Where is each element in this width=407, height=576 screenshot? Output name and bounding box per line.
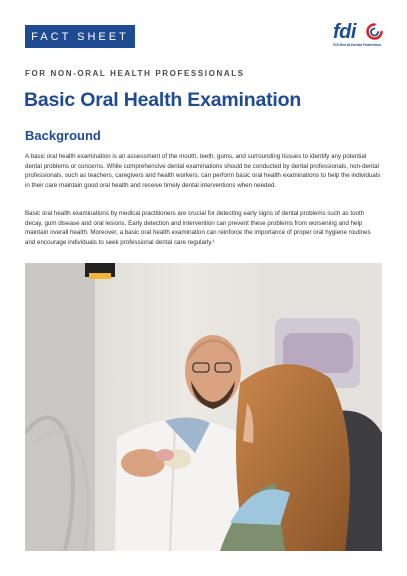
logo-subtitle: FDI World Dental Federation <box>333 43 382 47</box>
page-title: Basic Oral Health Examination <box>24 89 302 111</box>
photo-illustration <box>25 263 382 551</box>
paragraph-2: Basic oral health examinations by medical practitioners are crucial for detecting early signs of dental problems such as tooth decay, gum disease and oral lesions. Early detection and intervention can prevent these problems from worsening and help maintain overall health. Moreover, a basic oral health examination can reinforce the importance of proper oral hygiene routines and encourage individuals to seek professional dental care regularly.¹ <box>25 210 371 246</box>
section-heading-background: Background <box>25 128 101 143</box>
logo-wordmark: fdi <box>333 21 356 43</box>
fdi-logo-mark-icon <box>366 23 383 42</box>
paragraph-1: A basic oral health examination is an assessment of the mouth, teeth, gums, and surrounding tissues to identify any potential dental problems or concerns. While comprehensive dental examinations should be conducted by dental professionals, non-dental professionals, such as teachers, caregivers and health workers, can perform basic oral health examinations to help the individuals in their care maintain good oral health and receive timely dental interventions when needed. <box>25 153 381 189</box>
audience-kicker: FOR NON-ORAL HEALTH PROFESSIONALS <box>25 69 245 78</box>
fdi-logo <box>333 21 385 51</box>
fact-sheet-tag: FACT SHEET <box>25 25 135 48</box>
dentist-patient-photo <box>25 263 382 551</box>
